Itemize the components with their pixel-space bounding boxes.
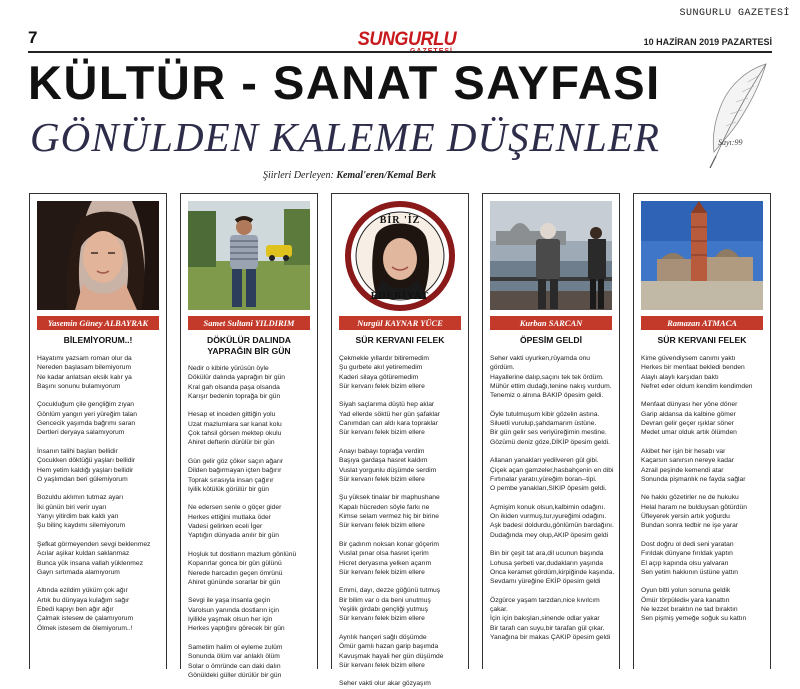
issue-number: Sayı:99 [718,138,743,147]
author-name: Nurgül KAYNAR YÜCE [339,316,461,330]
poem-column [482,193,620,669]
author-name: Samet Sultani YILDIRIM [188,316,310,330]
feather-quill-icon [702,60,772,170]
compiled-names: Kemal'eren/Kemal Berk [336,170,437,181]
poem-column [331,193,469,688]
author-photo[interactable] [37,201,159,310]
author-name: Kurban SARCAN [490,316,612,330]
logo-main-text: SUNGURLU [357,29,457,50]
author-photo[interactable] [490,201,612,310]
poem-column [633,193,771,669]
page-number: 7 [28,28,38,47]
poem-title: SÜR KERVANI FELEK [657,335,747,345]
badge-top-text: BİR 'İZ [379,215,421,226]
author-photo[interactable] [641,201,763,310]
poem-body: Nedir o kibirle yürüsün öyle Dökülür dalında yaprağın bir gün Kral gah olsanda paşa olsanda Karışır bedenin toprağa bir gün Hesap et inceden gittiğin yolu Uzat mazlumlara sar kanat kolu Çok tahsil görsen mektep okulu Ahiret defterin dürülür bir gün Gün gelir göz çöker saçın ağarır Dilden bağırmayan içten bağırır Toprak sırasıyla insan çağırır Iyilik kötülük görülür bir gün Ne edersen senle o göçer gider Herkes ettiğini mutlaka öder Vadesi gelirken eceli İger Yaptığın dünyada anılır bir gün Hoşluk tut dostların mazlum gönlünü Koparırlar gonca bir gün gülünü Nerede harcadın geçen ömrünü Ahiret gününde sorarlar bir gün Sevgi ile yaşa insanla geçin Varolsun yanında dostların için Iyilikle yaşmak olsun her için Herkes yaptığını görecek bir gün Sametim halim ol eyleme zulüm Sonunda ölüm var anlaklı ölüm Solar o ömründe can daki dalın Gönüldeki güller dürülür bir gün [188,365,297,679]
poem-body: Hayatımı yazsam roman olur da Nereden başlasam bilemiyorum Ne kadar anlatsan eksik kalır ya Başını sonunu bulamıyorum Çocukluğum çile gençliğim zıyan Gönlüm yangın yeri yüreğim talan Gencecik yaşımda bağrımı saran Dertleri deryaya salamıyorum İnsanın talihi başları bellidir Çocukken döktüğü yaşları bellidir Hem yetim kaldığı yaşları bellidir O yaşlımdan beri gülemiyorum Bozuldu aklımın tutmaz ayarı İki günün biri verir uyarı Yarıyı yitirdim bak kaldı yarı Şu bilinç kaydımı silemiyorum Şefkat görmeyenden sevgi beklenmez Acılar aşikar kuldan saklanmaz Bunca yük insana vallah yüklenmez Gayrı sırtımada alamıyorum Altında ezildim yüküm çok ağır Artık bu dünyaya kulağım sağır Ebedi kapıyı ben ağır ağır Çalmak isteseм de çalamıyorum Ölmek istesem de ölemiyorum..! [37,355,151,632]
poem-column [29,193,167,669]
poem-title: BİLEMİYORUM..! [63,335,133,345]
author-photo[interactable] [339,201,461,310]
poem-title: SÜR KERVANI FELEK [355,335,445,345]
author-photo[interactable] [188,201,310,310]
compiled-by-line [263,170,436,181]
author-name: Ramazan ATMACA [641,316,763,330]
page-subtitle: GÖNÜLDEN KALEME DÜŞENLER [30,114,660,160]
badge-bottom-text: EDEBİYAT [370,291,430,302]
header-rule [28,51,772,53]
page-title: KÜLTÜR - SANAT SAYFASI [28,56,661,109]
poem-body: Kime güvendiysem canımı yaktı Herkes bir menfaat bekledi benden Alaylı alaylı karşıdan baktı Nefret eder oldum kendim kendimden Menfaat dünyası her yöne döner Garip aldansa da kalbine gömer Devran gelir geçer ışıklar söner Medet umar olduk artık ölümden Akibet her işin bir hesabı var Kaçarsın sanırsın nereye kadar Azrail peşinde kemendi atar Sonunda pişmanlık ne fayda sağlar Ne hakkı gözetirler ne de hukuku Helal haram ne bulduysan götürdün Üfleyerek yersin artık yoğurdu Bundan sonra tedbir ne işe yarar Dost doğru ol dedi seni yaratan Fırıldak dünyane fırıldak yaptın El açıp kapında olsu yalvaran Sen yetim hakkının üstüne yattın Oyun bitti yolun sonuna geldik Ömür törpülediн yara kanattın Ne lezzet bıraktın ne tad bıraktın Sen pişmiş yemeğe soğuk su kattın [641,355,753,623]
compiled-label: Şiirleri Derleyen: [263,170,334,181]
issue-date: 10 HAZİRAN 2019 PAZARTESİ [643,37,772,47]
poem-title: ÖPESİM GELDİ [519,335,583,345]
poem-column [180,193,318,679]
poem-body: Seher vakti uyurken,rüyamda onu gördüm. Hayallerine dalıp,saçını tek tek ördüm. Mühür ettim dudağı,tenine nakış vurdum. Tenemiz o alnına BAKIP öpesim geldi. Öyle tutulmuşum kibir gözelin astına. Siluetli vurulup,şahdamarım üstüne. Bir gün gelir ses veriyüreğimin mestine. Gözümü deniz gözе,DİKİP öpesim geldi. Allanan yanakları yedilveren gül gibi. Çiçek açan gamzeler,hasbahçenin en dibi Fırtınalar yaratıı,yüreğim boran--tipi. O pembe yanakları,SIKIP öpesim geldi. Açmişim konuk olsun,kalbimin odağını. On ikiden vurmuş,tur,ıyureğimi odağını. Aşk badesi doldurdu,gönlümün bardağını. Dudağında mey olup,AKIP öpesim geldi Bin bir çeşit tat ara,dil ucunun başında Lohusa şerbeti var,dudakların yaşında Onca keramet gördüm,kirpiğinde kaşında. Sevdamı yüreğine EKİP öpesim geldi Özgürce yaşam tarzdan,nice kıvılcım çakar. İçin için bakışları,sinende odlar yakar Bir tarafı can suyu,bir tarafan gül çıkar. Yanağına bir makas ÇAKIP öpesim geldi [490,355,615,641]
newspaper-name-header: SUNGURLU GAZETESİ [679,8,790,19]
poem-title: DÖKÜLÜR DALINDA YAPRAĞIN BİR GÜN [206,335,292,356]
poem-body: Çekmekle yıllardır bitiremedim Şu gurbete akıl yetiremedim Kaderi silaya götüremedim Sür kervanı felek bizim ellere Siyah saçlarıma düştü hep aklar Yad ellerde söktü her gün şafaklar Canımdan can aldı kara topraklar Sür kervanı felek bizim ellere Anayı babayı toprağa verdim Başıya gardaşa hasret kaldım Vuslat yorgunlu düşümde serdim Sür kervanı felek bizim ellere Şu yüksek tinalar bir maphushane Kapalı hücreden söyle farkı ne Kimse selam vermez hiç bir birine Sür kervanı felek bizim ellere Bir çadırım noksan konar göçerim Vuslat pınar olsa hasret içerim Hicret deryasına yelken açarım Sür kervanı felek bizim ellere Emmi, dayı, dezze göğünü tutmuş Bir bilim var o da beni unutmuş Yeşilik girdabı gençliği yutmuş Sür kervanı felek bizim ellere Ayrılık hançeri sağlı döşümde Ömür gamlı hazan garip başımda Kavuşmak hayali her gün düşümde Sür kervanı felek bizim ellere Seher vakti olur akar gözyaşım [339,355,444,688]
author-name: Yasemin Güney ALBAYRAK [37,316,159,330]
